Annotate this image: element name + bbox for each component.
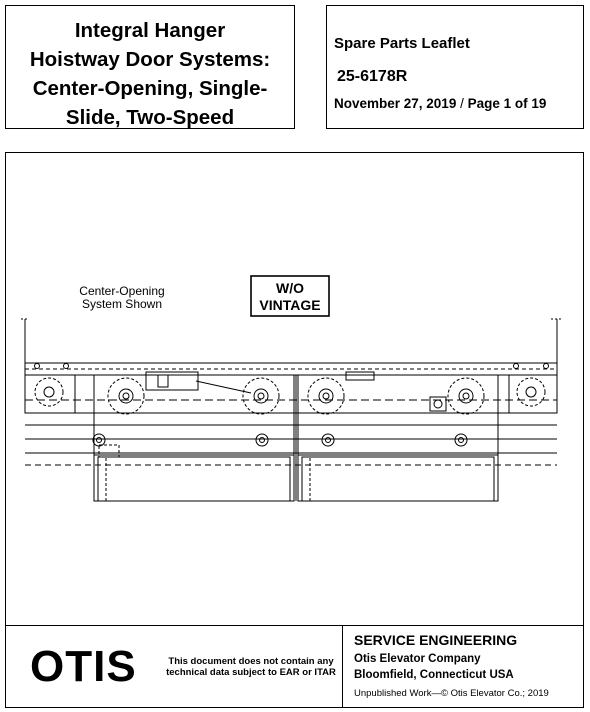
- title-line-3: Center-Opening, Single-: [32, 77, 268, 100]
- drawing-caption-line-1: Center-Opening: [79, 284, 165, 298]
- door-track: [25, 375, 557, 465]
- side-walls: [21, 319, 561, 363]
- title-box: [5, 5, 295, 129]
- leaflet-name: Spare Parts Leaflet: [334, 35, 470, 52]
- page-number: Page 1 of 19: [467, 96, 547, 111]
- title-line-1: Integral Hanger: [74, 19, 226, 42]
- vintage-badge-line-2: VINTAGE: [259, 297, 321, 313]
- copyright-notice: Unpublished Work—© Otis Elevator Co.; 2019: [354, 688, 549, 699]
- export-disclaimer: [166, 656, 336, 678]
- door-panels: [94, 375, 498, 501]
- disclaimer-line-2: technical data subject to EAR or ITAR: [166, 667, 336, 678]
- date-page-separator: /: [460, 96, 464, 111]
- company-name: Otis Elevator Company: [354, 653, 481, 665]
- header-rail: [25, 363, 557, 375]
- technical-drawing-frame: [5, 152, 584, 626]
- drawing-caption-line-2: System Shown: [81, 297, 163, 311]
- disclaimer-line-1: This document does not contain any: [168, 656, 334, 667]
- department-name: SERVICE ENGINEERING: [354, 632, 518, 648]
- leaflet-date-page: [334, 96, 546, 111]
- end-rollers: [25, 375, 557, 413]
- footer: [5, 626, 584, 708]
- leaflet-info-box: [326, 5, 584, 129]
- title-line-4: Slide, Two-Speed: [65, 106, 235, 129]
- document-title: [6, 16, 294, 132]
- vintage-badge-line-1: W/O: [276, 280, 304, 296]
- company-location: Bloomfield, Connecticut USA: [354, 669, 514, 681]
- leaflet-number: 25-6178R: [337, 68, 408, 85]
- footer-divider: [342, 626, 343, 707]
- left-door-hanger: [93, 372, 294, 457]
- leaflet-date: November 27, 2019: [334, 96, 457, 111]
- title-line-2: Hoistway Door Systems:: [29, 48, 271, 71]
- hanger-assembly-drawing: [6, 153, 583, 625]
- otis-logo: OTIS: [30, 642, 137, 691]
